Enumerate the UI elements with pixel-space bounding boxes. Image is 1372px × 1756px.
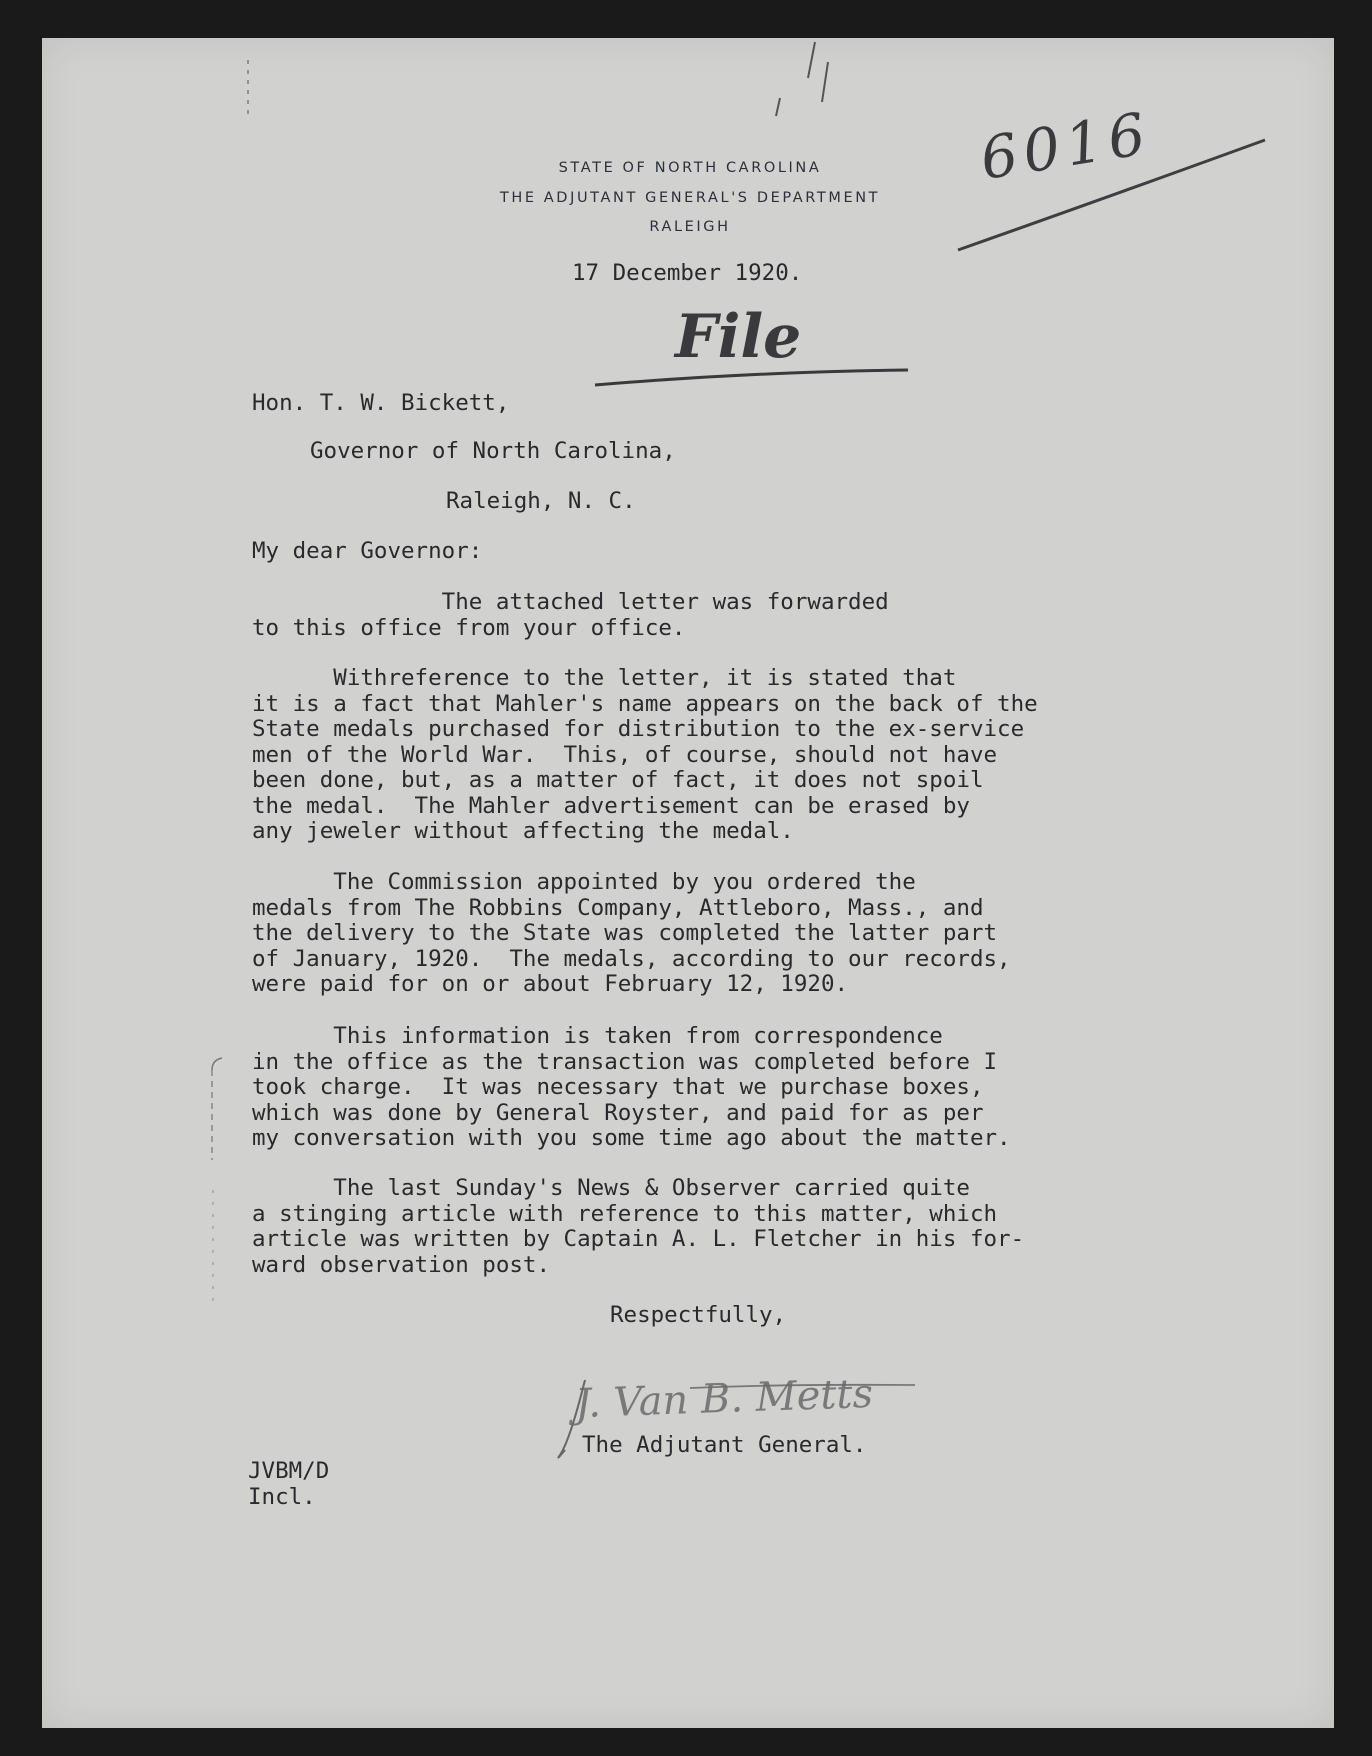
paragraph-line: in the office as the transaction was completed before I [252,1048,998,1075]
paragraph-line: to this office from your office. [252,614,686,641]
file-note-underline [595,370,908,385]
paragraph-line: the delivery to the State was completed the latter part [252,920,998,946]
paragraph-line: which was done by General Royster, and paid for as per [252,1099,984,1126]
reference-initials: JVBM/D [248,1458,330,1484]
paragraph-line: the medal. The Mahler advertisement can be erased by [252,792,970,819]
body-paragraph-3 [252,870,1011,998]
letter-date: 17 December 1920. [572,260,803,286]
addressee-title: Governor of North Carolina, [310,438,676,464]
tick-mark [822,62,828,102]
body-paragraph-4 [252,1024,1011,1152]
file-note-annotation: File [675,302,802,372]
paragraph-line: The last Sunday's News & Observer carried quite [252,1175,970,1201]
paragraph-line: my conversation with you some time ago about the matter. [252,1125,1011,1151]
paragraph-line: State medals purchased for distribution to the ex-service [252,716,1025,742]
paragraph-line: ward observation post. [252,1251,551,1278]
addressee-city: Raleigh, N. C. [446,488,636,514]
paragraph-line: any jeweler without affecting the medal. [252,818,794,844]
margin-mark [212,1058,222,1070]
paragraph-line: were paid for on or about February 12, 1920. [252,971,849,997]
paragraph-line: been done, but, as a matter of fact, it does not spoil [252,767,984,793]
letterhead-line-1: STATE OF NORTH CAROLINA [558,160,822,176]
signature: J. Van B. Metts [574,1370,874,1428]
letterhead-line-3: RALEIGH [649,219,731,235]
paragraph-line: The Commission appointed by you ordered the [252,869,916,895]
paragraph-line: article was written by Captain A. L. Fletcher in his for- [252,1226,1025,1252]
paragraph-line: men of the World War. This, of course, should not have [252,741,998,768]
tick-mark [776,98,780,116]
salutation: My dear Governor: [252,538,483,564]
body-paragraph-5 [252,1176,1024,1278]
enclosure-note: Incl. [248,1484,316,1510]
letterhead-line-2: THE ADJUTANT GENERAL'S DEPARTMENT [499,190,881,206]
signer-title: The Adjutant General. [582,1432,867,1458]
paragraph-line: it is a fact that Mahler's name appears on the back of the [252,690,1038,717]
paragraph-line: of January, 1920. The medals, according to our records, [252,945,1011,972]
paragraph-line: a stinging article with reference to this matter, which [252,1200,998,1227]
body-paragraph-1 [252,590,889,641]
addressee-name: Hon. T. W. Bickett, [252,390,510,416]
paragraph-line: Withreference to the letter, it is stated that [252,665,957,691]
paragraph-line: took charge. It was necessary that we purchase boxes, [252,1074,984,1100]
paragraph-line: medals from The Robbins Company, Attleboro, Mass., and [252,894,984,921]
body-paragraph-2 [252,666,1038,845]
paragraph-line: The attached letter was forwarded [252,589,889,615]
tick-mark [808,42,815,78]
paragraph-line: This information is taken from correspondence [252,1023,943,1049]
file-number-annotation: 6016 [975,98,1156,194]
closing: Respectfully, [610,1302,787,1328]
